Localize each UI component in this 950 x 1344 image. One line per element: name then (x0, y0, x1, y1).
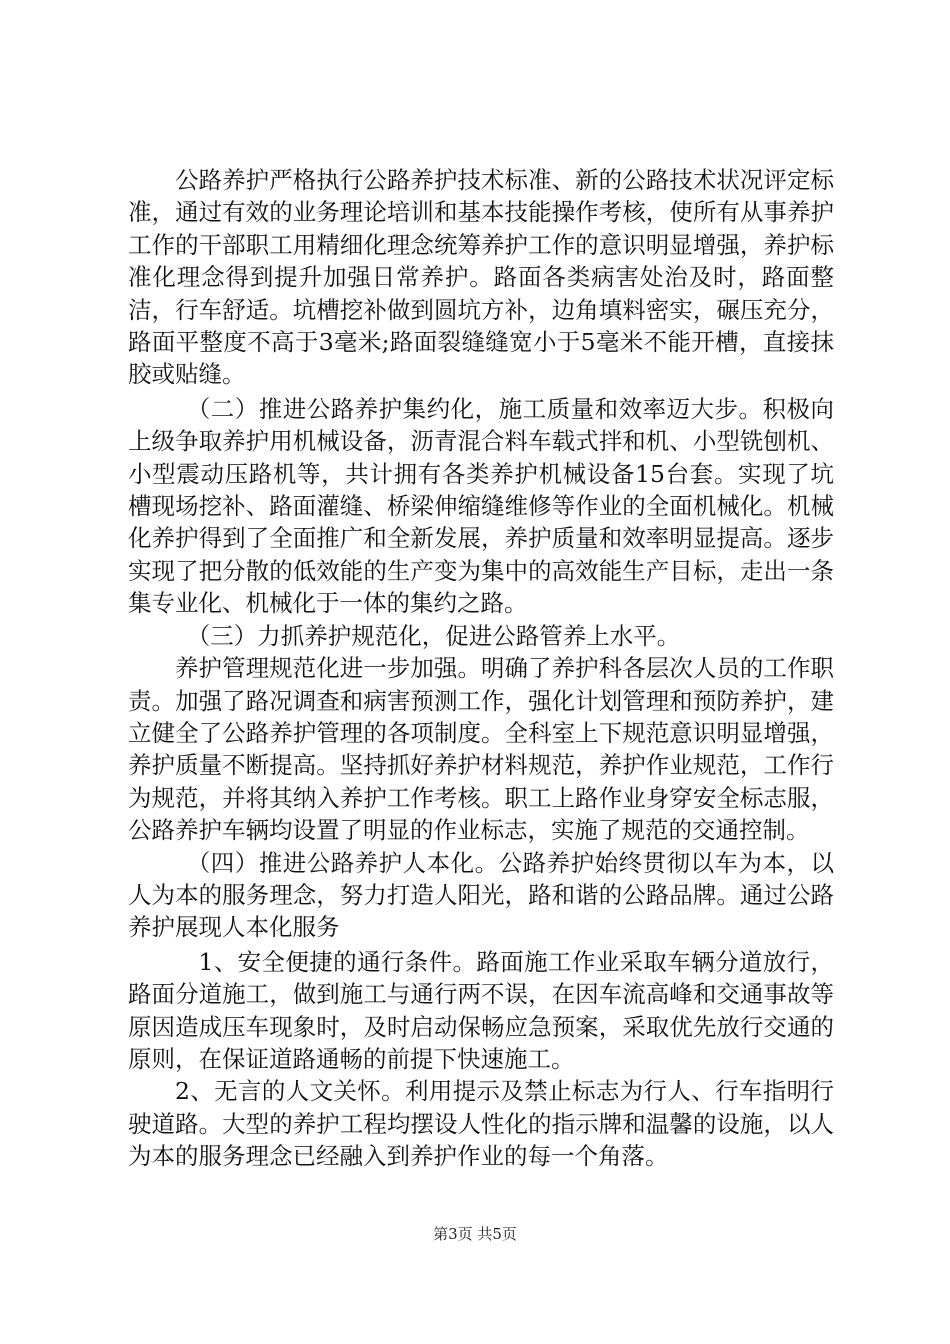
list-item-humanistic-care: 2、无言的人文关怀。利用提示及禁止标志为行人、行车指明行驶道路。大型的养护工程均摆设人性化的指示牌和温馨的设施，以人为本的服务理念已经融入到养护作业的每一个角落。 (128, 1077, 834, 1171)
list-item-safe-traffic: 1、安全便捷的通行条件。路面施工作业采取车辆分道放行，路面分道施工，做到施工与通行两不误，在因车流高峰和交通事故等原因造成压车现象时，及时启动保畅应急预案，采取优先放行交通的原则，在保证道路通畅的前提下快速施工。 (128, 947, 834, 1073)
section-heading-standardization: （三）力抓养护规范化，促进公路管养上水平。 (186, 621, 681, 650)
paragraph-standardization: 养护管理规范化进一步加强。明确了养护科各层次人员的工作职责。加强了路况调查和病害预测工作，强化计划管理和预防养护，建立健全了公路养护管理的各项制度。全科室上下规范意识明显增强，养护质量不断提高。坚持抓好养护材料规范，养护作业规范，工作行为规范，并将其纳入养护工作考核。职工上路作业身穿安全标志服，公路养护车辆均设置了明显的作业标志，实施了规范的交通控制。 (128, 654, 834, 845)
page-number-footer: 第3页 共5页 (433, 1225, 517, 1243)
paragraph-intensive-maintenance: （二）推进公路养护集约化，施工质量和效率迈大步。积极向上级争取养护用机械设备，沥青混合料车载式拌和机、小型铣刨机、小型震动压路机等，共计拥有各类养护机械设备15台套。实现了坑槽现场挖补、路面灌缝、桥梁伸缩缝维修等作业的全面机械化。机械化养护得到了全面推广和全新发展，养护质量和效率明显提高。逐步实现了把分散的低效能的生产变为集中的高效能生产目标，走出一条集专业化、机械化于一体的集约之路。 (128, 394, 834, 618)
paragraph-maintenance-standards: 公路养护严格执行公路养护技术标准、新的公路技术状况评定标准，通过有效的业务理论培训和基本技能操作考核，使所有从事养护工作的干部职工用精细化理念统筹养护工作的意识明显增强，养护标准化理念得到提升加强日常养护。路面各类病害处治及时，路面整洁，行车舒适。坑槽挖补做到圆坑方补，边角填料密实，碾压充分，路面平整度不高于3毫米;路面裂缝缝宽小于5毫米不能开槽，直接抹胶或贴缝。 (128, 166, 834, 389)
document-body (128, 164, 834, 1173)
paragraph-humanization: （四）推进公路养护人本化。公路养护始终贯彻以车为本，以人为本的服务理念，努力打造人阳光，路和谐的公路品牌。通过公路养护展现人本化服务 (128, 848, 834, 942)
